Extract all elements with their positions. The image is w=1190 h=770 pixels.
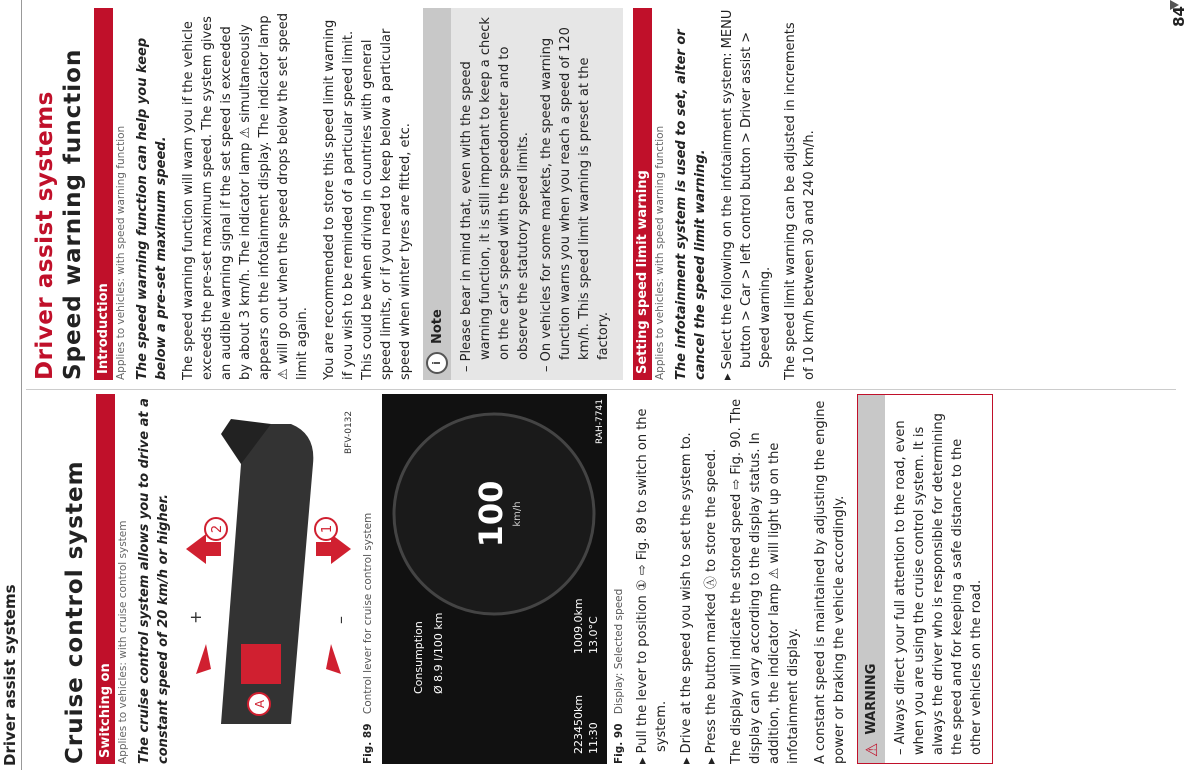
warning-box <box>857 394 993 764</box>
fig90-panel: Consumption <box>412 621 425 694</box>
cruise-control-column <box>26 394 993 764</box>
column-divider <box>26 389 1176 390</box>
section-title: Driver assist systems <box>32 91 58 380</box>
svg-text:+: + <box>186 610 205 624</box>
switching-on-bar: Switching on <box>96 394 115 764</box>
fig90-unit: km/h <box>512 501 523 527</box>
setting-bar: Setting speed limit warning <box>633 8 652 380</box>
figure-89 <box>181 394 360 764</box>
continue-arrow-icon <box>1165 0 1184 10</box>
fig90-consumption: Ø 8.9 l/100 km <box>432 612 445 694</box>
switch-step-3: ▸ Press the button marked Ⓐ to store the speed. <box>704 448 719 764</box>
cruise-lever-illustration <box>181 394 356 764</box>
setting-applies: Applies to vehicles: with speed warning function <box>654 125 666 380</box>
intro-lead: The speed warning function can help you keep below a pre-set maximum speed. <box>135 37 169 380</box>
switch-paragraph-2: A constant speed is maintained by adjusting the engine power or braking the vehicle accordingly. <box>813 400 847 764</box>
intro-paragraph-2: You are recommended to store this speed limit warning if you wish to be reminded of a particular speed limit. This could be when driving in countries with general speed limits, or if you need to keep below a particular speed when winter tyres are fitted, etc. <box>322 19 413 380</box>
fig90-code: RAH-7741 <box>595 399 605 444</box>
figure-90 <box>382 394 611 764</box>
setting-step-1: ▸ Select the following on the infotainment system: MENU button > Car > left control button > Driver assist > Speed warning. <box>720 9 773 380</box>
switch-step-2: ▸ Drive at the speed you wish to set the system to. <box>679 432 694 764</box>
page-title: Speed warning function <box>60 48 86 380</box>
note-header <box>423 8 451 380</box>
fig89-text: Control lever for cruise control system <box>362 512 374 715</box>
fig90-temp: 13.0°C <box>587 616 600 654</box>
intro-paragraph-1: The speed warning function will warn you if the vehicle exceeds the pre-set maximum speed. The system gives an audible warning signal if the set speed is exceeded by about 3 km/h. The indicator lamp ⚠ simultaneously appears on the infotainment display. The indicator lamp ⚠ will go out when the speed drops below the set speed limit again. <box>181 12 310 380</box>
speed-warning-column <box>26 8 827 380</box>
info-icon: i <box>426 352 448 374</box>
fig89-number: Fig. 89 <box>362 723 374 764</box>
switch-paragraph-1: The display will indicate the stored speed ⇨ Fig. 90. The display can vary according to the display status. In addition, the indicator lamp ⚠ will light up on the infotainment display. <box>729 398 801 764</box>
note-box <box>423 8 623 380</box>
fig89-code: BFV-0132 <box>344 410 354 454</box>
fig90-time: 11:30 <box>587 722 600 754</box>
intro-applies: Applies to vehicles: with speed warning function <box>115 125 127 380</box>
running-header: Driver assist systems <box>1 584 19 766</box>
setting-paragraph: The speed limit warning can be adjusted in increments of 10 km/h between 30 and 240 km/h. <box>783 22 817 380</box>
page-number: 84 <box>1170 6 1188 27</box>
cruise-title: Cruise control system <box>62 460 88 764</box>
warning-label: WARNING <box>864 663 879 735</box>
switching-on-applies: Applies to vehicles: with cruise control system <box>117 520 129 764</box>
svg-text:1: 1 <box>320 524 335 534</box>
setting-lead: The infotainment system is used to set, alter or cancel the speed limit warning. <box>674 29 708 380</box>
switch-step-1: ▸ Pull the lever to position ① ⇨ Fig. 89 to switch on the system. <box>635 408 669 764</box>
note-item-2: – On vehicles for some markets, the speed warning function warns you when you reach a speed of 120 km/h. This speed limit warning is preset at the factory. <box>539 27 611 372</box>
svg-text:A: A <box>253 699 267 709</box>
fig90-trip: 1009.0km <box>572 598 585 654</box>
note-body <box>451 8 623 380</box>
note-item-1: – Please bear in mind that, even with the speed warning function, it is still important to keep a check on the car's speed with the speedometer and to observe the statutory speed limits. <box>459 17 531 372</box>
svg-text:–: – <box>331 616 350 624</box>
warning-header <box>858 395 885 763</box>
fig90-speed: 100 <box>472 480 510 548</box>
note-label: Note <box>429 309 445 344</box>
fig90-caption <box>613 394 625 764</box>
fig90-odometer: 223450km <box>572 694 585 754</box>
switching-on-lead: The cruise control system allows you to drive at a constant speed of 20 km/h or higher. <box>137 398 171 764</box>
intro-bar: Introduction <box>94 8 113 380</box>
warning-triangle-icon: ⚠ <box>862 742 881 757</box>
fig90-text: Display: Selected speed <box>613 588 625 715</box>
warning-body: – Always direct your full attention to the road, even when you are using the cruise control system. It is always the driver who is responsible for determining the speed and for keeping a safe distance to the other vehicles on the road. <box>893 413 984 755</box>
header-rule <box>21 0 22 770</box>
fig89-caption <box>362 394 374 764</box>
cluster-display <box>382 394 607 764</box>
svg-text:2: 2 <box>210 524 225 534</box>
fig90-number: Fig. 90 <box>613 723 625 764</box>
